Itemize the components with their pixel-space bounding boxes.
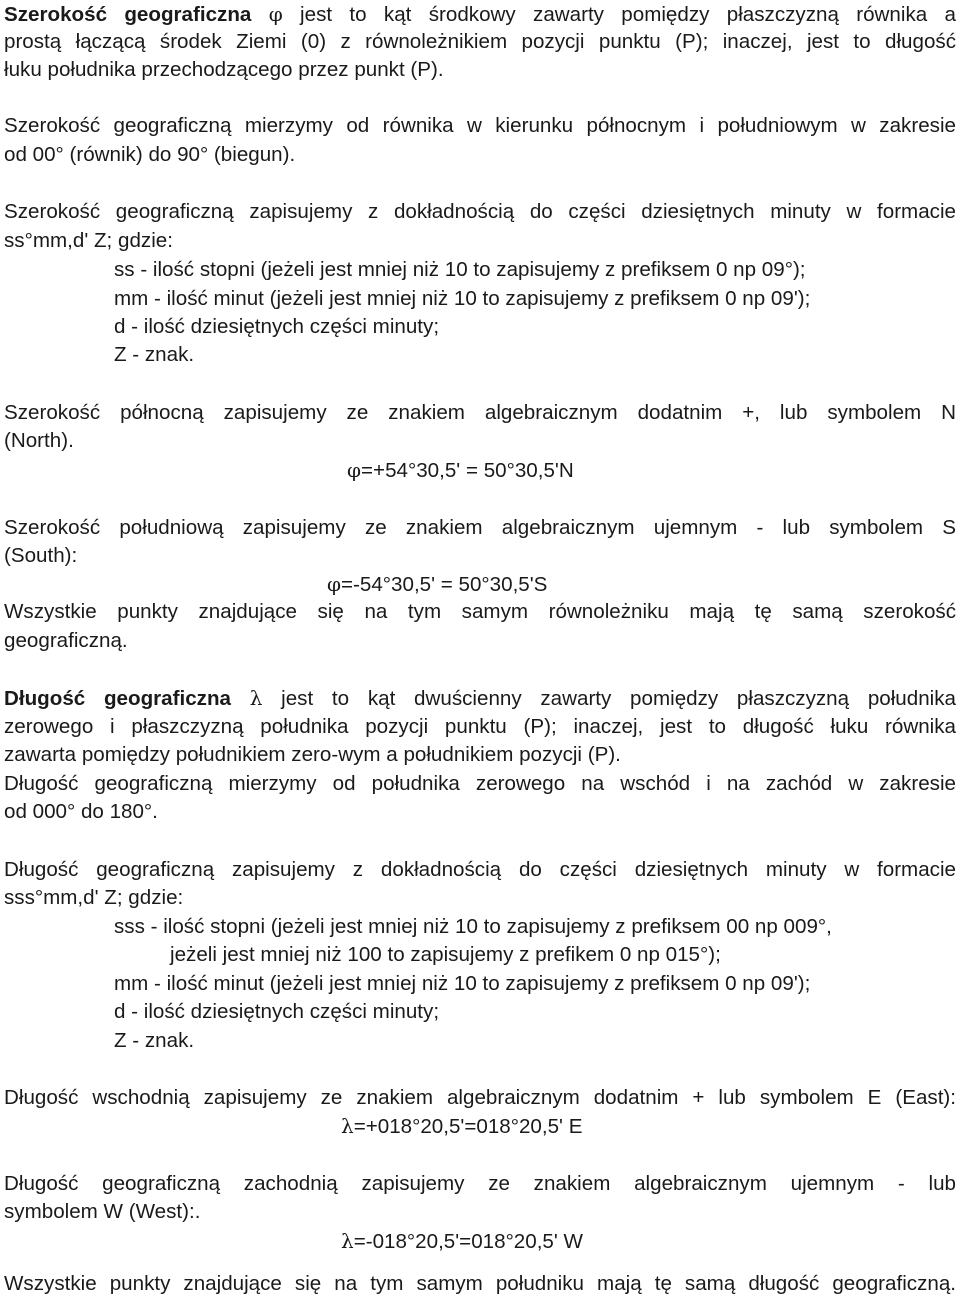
- latitude-term: Szerokość geograficzna: [4, 3, 252, 26]
- lambda-symbol: λ: [341, 1114, 354, 1138]
- longitude-definition-line-2: zerowego i płaszczyzną południka pozycji punktu (P); inaczej, jest to długość łuku równika: [4, 715, 956, 738]
- latitude-measure-line-1: Szerokość geograficzną mierzymy od równika w kierunku północnym i południowym w zakresie: [4, 114, 956, 137]
- latitude-south-line-1: Szerokość południową zapisujemy ze znakiem algebraicznym ujemnym - lub symbolem S: [4, 516, 956, 539]
- latitude-same-line-2: geograficzną.: [4, 629, 128, 652]
- latitude-north-formula: [347, 456, 574, 485]
- formula-text: =+54°30,5' = 50°30,5'N: [361, 459, 574, 482]
- latitude-definition-line-2: prostą łączącą środek Ziemi (0) z równoleżnikiem pozycji punktu (P); inaczej, jest to długość: [4, 30, 956, 53]
- latitude-south-formula: [327, 570, 547, 599]
- longitude-west-line-2: symbolem W (West):.: [4, 1200, 201, 1223]
- latitude-definition-line-3: łuku południka przechodzącego przez punkt (P).: [4, 58, 444, 81]
- longitude-measure-line-1: Długość geograficzną mierzymy od południka zerowego na wschód i na zachód w zakresie: [4, 772, 956, 795]
- longitude-measure-line-2: od 000° do 180°.: [4, 800, 158, 823]
- longitude-same-line-1: Wszystkie punkty znajdujące się na tym samym południku mają tę samą długość geograficzną.: [4, 1272, 956, 1295]
- latitude-format-line-1: Szerokość geograficzną zapisujemy z dokładnością do części dziesiętnych minuty w formacie: [4, 200, 956, 223]
- longitude-definition-line-3: zawarta pomiędzy południkiem zero-wym a południkiem pozycji (P).: [4, 743, 621, 766]
- lambda-symbol: λ: [249, 686, 263, 710]
- lambda-symbol: λ: [341, 1229, 354, 1253]
- longitude-west-formula: [341, 1227, 583, 1256]
- latitude-definition-line-1: [4, 0, 956, 29]
- longitude-format-item-continuation: jeżeli jest mniej niż 100 to zapisujemy z prefikem 0 np 015°);: [170, 943, 721, 966]
- longitude-format-line-1: Długość geograficzną zapisujemy z dokładnością do części dziesiętnych minuty w formacie: [4, 858, 956, 881]
- longitude-east-formula: [341, 1112, 582, 1141]
- phi-symbol: φ: [268, 2, 283, 26]
- longitude-west-line-1: Długość geograficzną zachodnią zapisujemy ze znakiem algebraicznym ujemnym - lub: [4, 1172, 956, 1195]
- longitude-definition-line-1: [4, 684, 956, 713]
- latitude-measure-line-2: od 00° (równik) do 90° (biegun).: [4, 143, 296, 166]
- longitude-format-item: d - ilość dziesiętnych części minuty;: [114, 1000, 440, 1023]
- latitude-format-item: d - ilość dziesiętnych części minuty;: [114, 315, 440, 338]
- latitude-north-line-2: (North).: [4, 429, 74, 452]
- latitude-format-item: Z - znak.: [114, 343, 195, 366]
- latitude-format-item: mm - ilość minut (jeżeli jest mniej niż 10 to zapisujemy z prefiksem 0 np 09');: [114, 287, 811, 310]
- formula-text: =+018°20,5'=018°20,5' E: [353, 1115, 583, 1138]
- latitude-format-item: ss - ilość stopni (jeżeli jest mniej niż 10 to zapisujemy z prefiksem 0 np 09°);: [114, 258, 806, 281]
- latitude-south-line-2: (South):: [4, 544, 78, 567]
- latitude-north-line-1: Szerokość północną zapisujemy ze znakiem algebraicznym dodatnim +, lub symbolem N: [4, 401, 956, 424]
- latitude-definition-text: jest to kąt środkowy zawarty pomiędzy płaszczyzną równika a: [300, 3, 956, 26]
- phi-symbol: φ: [327, 572, 342, 596]
- longitude-format-item: sss - ilość stopni (jeżeli jest mniej niż 10 to zapisujemy z prefiksem 00 np 009°,: [114, 915, 832, 938]
- formula-text: =-018°20,5'=018°20,5' W: [353, 1230, 583, 1253]
- latitude-same-line-1: Wszystkie punkty znajdujące się na tym samym równoleżniku mają tę samą szerokość: [4, 600, 956, 623]
- longitude-format-item: mm - ilość minut (jeżeli jest mniej niż 10 to zapisujemy z prefiksem 0 np 09');: [114, 972, 811, 995]
- phi-symbol: φ: [347, 458, 362, 482]
- longitude-definition-text: jest to kąt dwuścienny zawarty pomiędzy płaszczyzną południka: [281, 687, 956, 710]
- longitude-format-line-2: sss°mm,d' Z; gdzie:: [4, 886, 184, 909]
- longitude-east-line-1: Długość wschodnią zapisujemy ze znakiem algebraicznym dodatnim + lub symbolem E (East):: [4, 1086, 956, 1109]
- longitude-term: Długość geograficzna: [4, 687, 231, 710]
- longitude-format-item: Z - znak.: [114, 1029, 195, 1052]
- latitude-format-line-2: ss°mm,d' Z; gdzie:: [4, 229, 173, 252]
- formula-text: =-54°30,5' = 50°30,5'S: [341, 573, 548, 596]
